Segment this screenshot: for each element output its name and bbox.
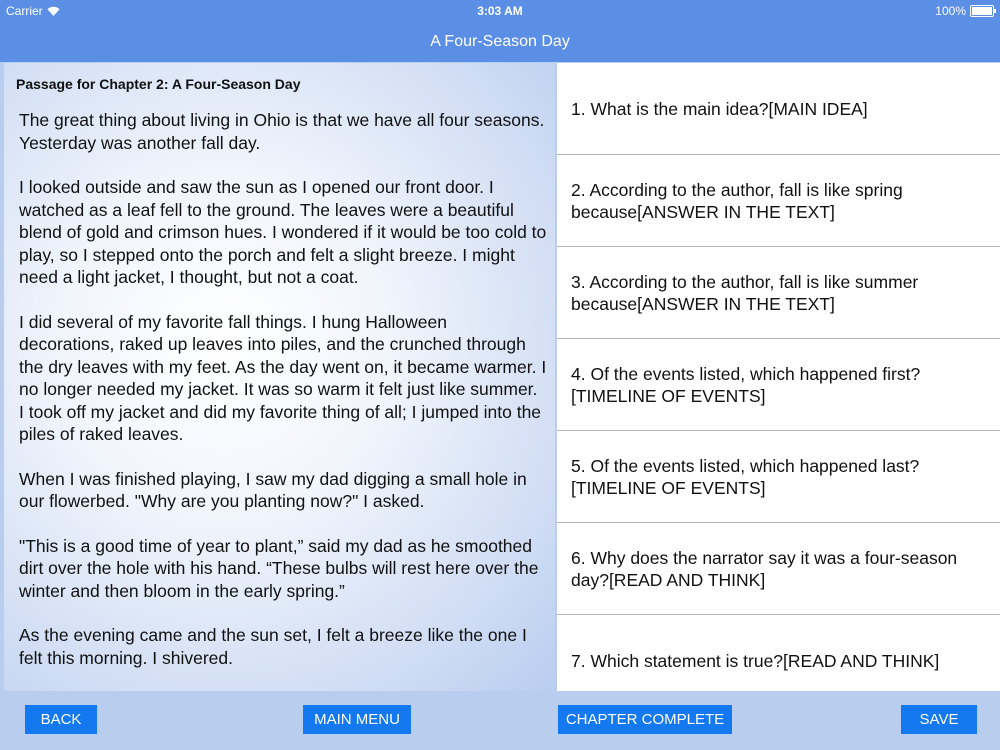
passage-panel[interactable] [4,63,555,691]
question-item[interactable] [557,615,1000,691]
battery-group [935,4,994,18]
carrier-label: Carrier [6,4,43,18]
status-bar [0,0,1000,22]
page-title: A Four-Season Day [430,33,570,50]
battery-percent: 100% [935,4,966,18]
question-text: 5. Of the events listed, which happened last?[TIMELINE OF EVENTS] [571,455,920,498]
chapter-complete-button[interactable]: CHAPTER COMPLETE [558,705,732,734]
bottom-toolbar [0,691,1000,750]
question-item[interactable] [557,339,1000,431]
question-text: 1. What is the main idea?[MAIN IDEA] [571,98,868,119]
question-item[interactable] [557,247,1000,339]
question-item[interactable] [557,431,1000,523]
question-item[interactable] [557,63,1000,155]
question-text: 6. Why does the narrator say it was a four-season day?[READ AND THINK] [571,547,958,590]
passage-paragraph: As the evening came and the sun set, I felt a breeze like the one I felt this morning. I shivered. [19,625,527,668]
passage-body [19,109,547,691]
question-item[interactable] [557,523,1000,615]
back-button[interactable]: BACK [25,705,97,734]
save-button[interactable]: SAVE [901,705,977,734]
passage-paragraph: "This is a good time of year to plant,” said my dad as he smoothed dirt over the hole with his hand. “These bulbs will rest here over the winter and then bloom in the early spring.” [19,535,539,601]
question-list [557,63,1000,691]
passage-title: Passage for Chapter 2: A Four-Season Day [16,76,301,92]
passage-paragraph: When I was finished playing, I saw my dad digging a small hole in our flowerbed. "Why are you planting now?" I asked. [19,468,527,511]
passage-paragraph: The great thing about living in Ohio is that we have all four seasons. Yesterday was another fall day. [19,110,545,153]
question-text: 3. According to the author, fall is like summer because[ANSWER IN THE TEXT] [571,271,919,314]
clock: 3:03 AM [477,4,523,18]
question-text: 7. Which statement is true?[READ AND THINK] [571,650,940,671]
passage-paragraph: I looked outside and saw the sun as I opened our front door. I watched as a leaf fell to the ground. The leaves were a beautiful blend of gold and crimson hues. I wondered if it would be too cold to play, so I stepped onto the porch and felt a slight breeze. I might need a light jacket, I thought, but not a coat. [19,177,547,287]
question-text: 2. According to the author, fall is like spring because[ANSWER IN THE TEXT] [571,179,903,222]
main-menu-button[interactable]: MAIN MENU [303,705,411,734]
question-text: 4. Of the events listed, which happened first?[TIMELINE OF EVENTS] [571,363,921,406]
nav-bar [0,22,1000,62]
question-item[interactable] [557,155,1000,247]
battery-icon [970,5,994,17]
passage-paragraph: I did several of my favorite fall things. I hung Halloween decorations, raked up leaves into piles, and the crunched through the dry leaves with my feet. As the day went on, it became warmer. I no longer needed my jacket. It was so warm it felt just like summer. I took off my jacket and did my favorite thing of all; I jumped into the piles of raked leaves. [19,311,547,444]
